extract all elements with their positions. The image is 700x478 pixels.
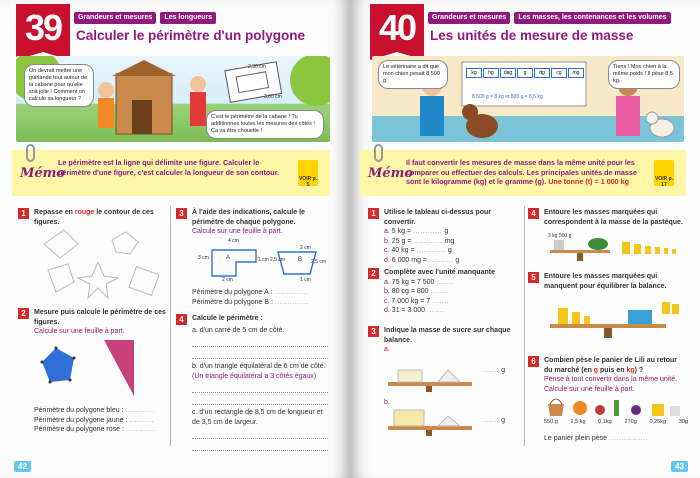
exercise-3-number: 3 (368, 326, 379, 337)
exercise-6-title (544, 356, 686, 375)
item-unit: g (444, 228, 449, 235)
fig-a-label-left: 3 cm (198, 255, 209, 261)
fig-b-label-left: 2,5 cm (270, 257, 286, 263)
exercise-4-b: b. d'un triangle équilatéral de 6 cm de côté. (192, 363, 326, 370)
exercise-4 (544, 208, 684, 227)
speech-bubble-boy: C'est le périmètre de la cabane ! Tu additionnes toutes les mesures des côtés ! Ça va être chouette ! (206, 110, 324, 139)
exercise-2 (34, 308, 166, 337)
fig-b-label-right: 2,5 cm (311, 259, 327, 265)
exercise-3-title: À l'aide des indications, calcule le périmètre de chaque polygone. (192, 209, 305, 226)
exercise-1-title-a: Repasse en (34, 209, 75, 216)
fig-b-name: B (298, 257, 303, 263)
exercise-2-answers (34, 406, 174, 435)
item-letter: b. (384, 237, 390, 245)
tag-subdomain: Les longueurs (160, 12, 216, 24)
conversion-item-c[interactable]: c. 40 kg = ............ g (384, 247, 452, 254)
unit-cell: dg (534, 68, 550, 78)
exercise-4-b-hint: (Un triangle équilatéral a 3 côtés égaux) (192, 372, 317, 380)
item-unit: mg (444, 237, 455, 245)
exercise-2-number: 2 (18, 308, 29, 319)
exercise-2-hint: Calcule sur une feuille à part. (34, 328, 125, 335)
unit-3a: g (501, 367, 505, 374)
speech-bubble-girl: Tiens ! Mon chien à la même poids ! Il pèse 8,5 kg. (608, 60, 680, 89)
answer-line-jaune[interactable]: Périmètre du polygone jaune : .......... (34, 416, 154, 424)
exercise-1 (384, 208, 520, 265)
polygon-bleu (42, 348, 74, 382)
answer-line-4a-2[interactable] (192, 347, 328, 359)
title-unit-g: g (593, 366, 599, 374)
answer-line-b[interactable]: Périmètre du polygone B : .............. (192, 298, 310, 306)
unit-item-a[interactable]: a. 75 kg = 7 500 ....... (384, 278, 454, 286)
weight-leek: 270g (624, 419, 637, 425)
answer-line-4a-1[interactable] (192, 335, 328, 347)
item-letter: a. (384, 278, 390, 286)
paperclip-icon (374, 144, 383, 162)
scale-a (388, 370, 472, 392)
answer-3b[interactable]: ....... g (482, 417, 505, 424)
unit-cell: hg (483, 68, 499, 78)
balance-scale[interactable] (544, 294, 684, 342)
illustration-veterinaire (372, 56, 684, 142)
fig-a-label-top: 4 cm (228, 238, 239, 244)
exercise-1-title: Utilise le tableau ci-dessus pour convertir. (384, 209, 491, 226)
unit-item-d[interactable]: d. 31 = 3 000 ....... (384, 307, 445, 314)
lesson-title: Calculer le périmètre d'un polygone (76, 28, 306, 43)
exercise-1-title (34, 208, 164, 227)
memo-reference: VOIR p. 5 (298, 160, 318, 186)
unit-item-b[interactable]: b. 80 cg = 800 ....... (384, 288, 448, 295)
memo-text (406, 158, 646, 187)
memo-text-a: Il faut convertir les mesures de masse dans la même unité pour les comparer ou effectuer des calculs. Les principales unités de masse sont le kilogramme (kg) et le gramme (g). (406, 158, 637, 186)
paperclip-icon (26, 144, 35, 162)
balance-scale-label: 1,820 kg (632, 305, 652, 311)
item-question: 6 000 mg = (391, 256, 428, 264)
exercise-6 (544, 356, 686, 394)
plan-label-length: 3,60 cm (264, 94, 282, 100)
answer-line-a[interactable]: Périmètre du polygone A : .............. (192, 289, 309, 296)
exercise-2 (384, 268, 520, 316)
scale-b (388, 410, 472, 436)
figure-diamond[interactable] (44, 230, 78, 258)
answer-6[interactable]: Le panier plein pèse ................ (544, 435, 649, 442)
exercise-4-title: Calcule le périmètre : (192, 315, 263, 322)
title-part-b: puis en (598, 366, 627, 374)
polygon-rose (104, 340, 134, 396)
exercise-4-c: c. d'un rectangle de 8,5 cm de longueur et de 3,5 cm de largeur. (192, 409, 323, 426)
figure-square[interactable] (48, 264, 74, 292)
unit-cell: dag (500, 68, 516, 78)
exercise-3-answers (192, 288, 332, 307)
exercise-2-title: Complète avec l'unité manquante (384, 269, 495, 276)
exercise-3-title: Indique la masse de sucre sur chaque balance. (384, 327, 511, 344)
lesson-number: 40 (370, 4, 424, 52)
item-letter: d. (384, 307, 390, 314)
answer-label-a: Périmètre du polygone A : (192, 289, 273, 296)
conversion-item-d[interactable]: d. 6 000 mg = .......... g (384, 256, 460, 264)
exercise-6-number: 6 (528, 356, 539, 367)
item-letter: c. (384, 297, 390, 305)
exercise-3-b-letter: b. (384, 399, 390, 406)
speech-bubble-girl: On devrait mettre une guirlande tout autour de la cabane pour qu'elle soit jolie ! Comment on calcule sa longueur ? (24, 64, 94, 107)
weight-basket: 550 g (544, 419, 558, 425)
exercise-5-title: Entoure les masses marquées qui manquent pour équilibrer la balance. (544, 273, 667, 290)
unit-cell: g (517, 68, 533, 78)
page-number: 42 (14, 461, 31, 472)
title-unit-kg: kg (626, 366, 635, 374)
conversion-item-a[interactable]: a. 5 kg = ............ g (384, 228, 449, 235)
exercise-4 (192, 314, 328, 451)
item-letter: d. (384, 256, 390, 264)
memo-label: Mémo (20, 166, 66, 181)
figure-arrow[interactable] (112, 232, 138, 254)
item-unit: g (455, 256, 460, 264)
watermelon-scale-label: 3 kg 500 g (548, 233, 572, 239)
exercise-2-title: Mesure puis calcule le périmètre de ces figures. (34, 309, 166, 326)
weight-apple: 0,1kg (598, 419, 612, 425)
exercise-6-hint: Pense à tout convertir dans la même unité. Calcule sur une feuille à part. (544, 376, 678, 393)
exercise-1-title-red: rouge (74, 209, 95, 216)
plan-label-width: 2,30 cm (248, 64, 266, 70)
item-question: 40 kg = (391, 247, 415, 254)
title-part-c: ) ? (634, 366, 644, 374)
exercise-4-number: 4 (176, 314, 187, 325)
exercise-3 (192, 208, 324, 237)
figure-star[interactable] (78, 262, 118, 298)
sugar-scales (384, 352, 482, 438)
exercise-4-a: a. d'un carré de 5 cm de côté. (192, 326, 285, 334)
memo-box (12, 150, 330, 196)
fig-a-name: A (226, 255, 231, 261)
item-question: 80 cg = 800 (391, 288, 429, 295)
item-letter: c. (384, 247, 390, 254)
weight-butter: 30g (678, 419, 688, 425)
right-page (350, 0, 700, 478)
tag-subdomain: Les masses, les contenances et les volumes (514, 12, 670, 24)
exercise-1-title-b: le contour de ces figures. (34, 209, 154, 226)
polygon-a (212, 250, 256, 276)
column-divider (170, 206, 171, 446)
exercise-3-a-letter: a. (384, 346, 390, 353)
unit-item-c[interactable]: c. 7 000 kg = 7 ....... (384, 297, 450, 305)
market-items (544, 394, 686, 418)
exercise-5 (544, 272, 684, 291)
answer-line-4b-2[interactable] (192, 393, 328, 405)
conversion-item-b[interactable]: b. 25 g = ............ mg (384, 237, 455, 245)
weight-pumpkin: 2,5 kg (570, 419, 586, 425)
item-letter: b. (384, 288, 390, 295)
exercise-2-number: 2 (368, 268, 379, 279)
answer-label-b: Périmètre du polygone B : (192, 298, 273, 306)
exercise-3-hint: Calcule sur une feuille à part. (192, 228, 283, 235)
lesson-title: Les unités de mesure de masse (430, 28, 634, 43)
memo-box (360, 150, 686, 196)
exercise-3-number: 3 (176, 208, 187, 219)
answer-line-4c-2[interactable] (192, 439, 328, 451)
exercise-4-title: Entoure les masses marquées qui correspondent à la masse de la pastèque. (544, 209, 683, 226)
memo-label: Mémo (368, 166, 414, 181)
lesson-number: 39 (16, 4, 70, 52)
fig-b-label-top: 2 cm (300, 245, 311, 251)
fig-a-label-right: 1 cm (258, 257, 269, 263)
exercise-1-figures[interactable] (34, 226, 162, 300)
exercise-5-number: 5 (528, 272, 539, 283)
exercise-2-figures (34, 336, 164, 402)
figure-rect[interactable] (129, 267, 159, 296)
answer-label-jaune: Périmètre du polygone jaune : (34, 416, 128, 424)
memo-text-b: Une tonne (t) = 1 000 kg (548, 177, 630, 186)
unit-3b: g (501, 417, 505, 424)
answer-line-4b-1[interactable] (192, 381, 328, 393)
page-number: 43 (671, 461, 688, 472)
column-divider (524, 206, 525, 446)
item-question: 5 kg = (391, 228, 412, 235)
lesson-tags (74, 12, 216, 24)
market-weights (544, 418, 688, 428)
exercise-1 (34, 208, 164, 227)
answer-label-rose: Périmètre du polygone rose : (34, 426, 124, 433)
speech-bubble-boy: Le vétérinaire a dit que mon chien pesait 8 500 g. (378, 60, 448, 89)
unit-cell: kg (466, 68, 482, 78)
item-question: 31 = 3 000 (391, 307, 426, 314)
exercise-3 (384, 326, 520, 355)
fig-a-label-bottom: 2 cm (222, 277, 233, 283)
answer-3a[interactable]: ....... g (482, 367, 505, 374)
item-question: 7 000 kg = 7 (391, 297, 431, 305)
item-letter: a. (384, 228, 390, 235)
answer-line-rose[interactable]: Périmètre du polygone rose : ............ (34, 426, 156, 433)
answer-label-bleu: Périmètre du polygone bleu : (34, 407, 124, 414)
answer-line-4c-1[interactable] (192, 427, 328, 439)
illustration-cabane (16, 56, 330, 142)
tag-domain: Grandeurs et mesures (74, 12, 156, 24)
tag-domain: Grandeurs et mesures (428, 12, 510, 24)
answer-line-bleu[interactable]: Périmètre du polygone bleu : ............ (34, 407, 155, 414)
memo-reference: VOIR p. 17 (654, 160, 674, 186)
fig-b-label-bottom: 1 cm (300, 277, 311, 283)
item-question: 75 kg = 7 500 (391, 278, 435, 286)
title-part-a: Combien pèse le panier de Lili au retour du marché (en (544, 357, 678, 374)
item-unit: g (447, 247, 452, 254)
conversion-table (466, 68, 584, 78)
memo-text: Le périmètre est la ligne qui délimite une figure. Calculer le périmètre d'une figure, c'est calculer la longueur de son contour. (58, 158, 280, 177)
exercise-1-number: 1 (368, 208, 379, 219)
exercise-1-number: 1 (18, 208, 29, 219)
lesson-tags (428, 12, 671, 24)
item-question: 25 g = (391, 237, 412, 245)
exercise-4-number: 4 (528, 208, 539, 219)
unit-cell: mg (568, 68, 584, 78)
unit-cell: cg (551, 68, 567, 78)
board-conversion: 8 500 g = 8 kg et 500 g = 8,5 kg (472, 94, 543, 100)
answer-6-label: Le panier plein pèse (544, 435, 608, 442)
weight-grapes: 0,25kg (649, 419, 667, 425)
